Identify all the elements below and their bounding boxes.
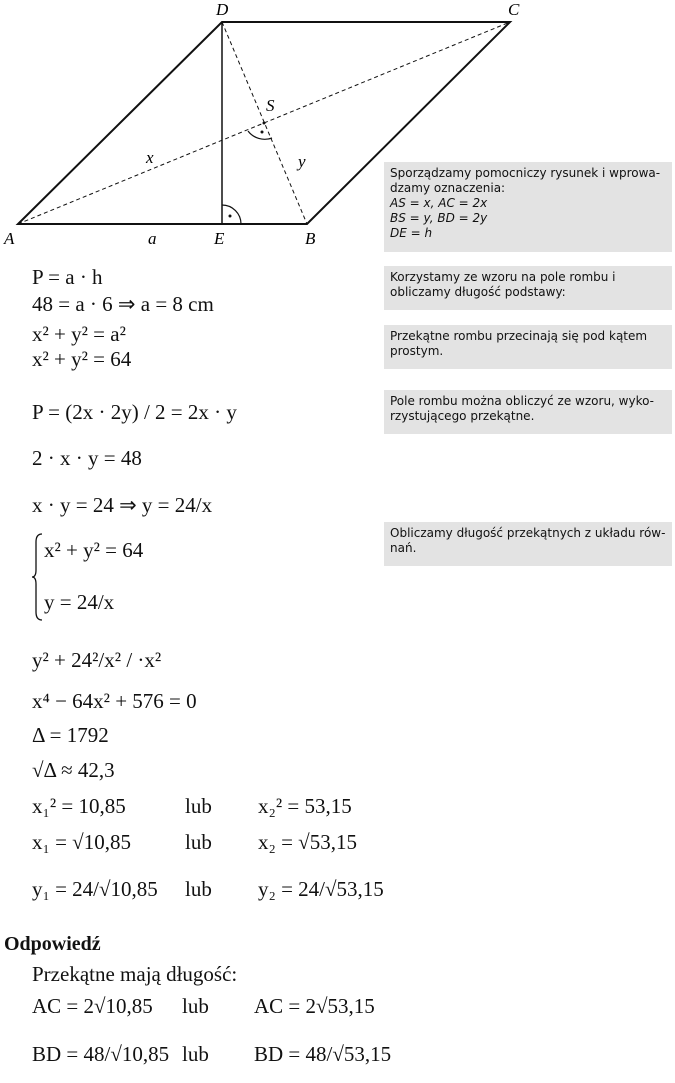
answer-intro: Przekątne mają długość:	[32, 962, 238, 986]
answer-ac-1: AC = 2√10,85	[32, 994, 153, 1018]
note-area-formula: Korzystamy ze wzoru na pole rombu i obliczamy długość podstawy:	[384, 266, 672, 310]
eq-quartic: x⁴ − 64x² + 576 = 0	[32, 689, 197, 713]
note-perpendicular: Przekątne rombu przecinają się pod kątem prostym.	[384, 325, 672, 369]
eq-y2: y₂ = 24/√53,15	[258, 877, 384, 901]
answer-bd-1: BD = 48/√10,85	[32, 1042, 170, 1066]
label-a-vertex: A	[4, 229, 15, 248]
right-angle-e	[222, 205, 241, 224]
answer-bd-2: BD = 48/√53,15	[254, 1042, 392, 1066]
note-drawing-line1: Sporządzamy pomocniczy rysunek i wprowa-	[390, 166, 661, 180]
eq-diagonal-area: P = (2x · 2y) / 2 = 2x · y	[32, 400, 237, 424]
system-brace	[32, 532, 44, 622]
note-drawing-line5: DE = h	[390, 226, 433, 240]
lub-3: lub	[185, 877, 212, 901]
answer-lub-1: lub	[182, 994, 209, 1018]
eq-pythagoras-64: x² + y² = 64	[32, 347, 132, 371]
eq-pythagoras: x² + y² = a²	[32, 322, 126, 346]
eq-x2: x₂ = √53,15	[258, 830, 357, 854]
lub-2: lub	[185, 830, 212, 854]
label-x-segment: x	[146, 148, 154, 167]
answer-lub-2: lub	[182, 1042, 209, 1066]
note-diagonal-area: Pole rombu można obliczyć ze wzoru, wyko-rzystującego przekątne.	[384, 390, 672, 434]
note-drawing	[384, 162, 672, 252]
intersection-s-dot	[263, 122, 266, 125]
eq-sqrt-delta: √Δ ≈ 42,3	[32, 758, 115, 782]
right-angle-s-dot	[261, 131, 264, 134]
eq-product-24: x · y = 24 ⇒ y = 24/x	[32, 493, 213, 517]
eq-system-2: y = 24/x	[44, 590, 115, 614]
eq-base: 48 = a · 6 ⇒ a = 8 cm	[32, 292, 214, 316]
note-drawing-line4: BS = y, BD = 2y	[390, 211, 488, 225]
label-y-segment: y	[298, 152, 306, 171]
eq-system-1: x² + y² = 64	[44, 538, 144, 562]
note-system: Obliczamy długość przekątnych z układu rów-nań.	[384, 522, 672, 566]
answer-ac-2: AC = 2√53,15	[254, 994, 375, 1018]
right-angle-e-dot	[229, 215, 232, 218]
label-b-vertex: B	[305, 229, 316, 248]
note-drawing-line2: dzamy oznaczenia:	[390, 181, 506, 195]
label-c-vertex: C	[508, 0, 520, 19]
label-e-vertex: E	[214, 229, 225, 248]
label-s-vertex: S	[266, 96, 275, 115]
eq-product-48: 2 · x · y = 48	[32, 446, 142, 470]
eq-y1: y₁ = 24/√10,85	[32, 877, 158, 901]
eq-x1: x₁ = √10,85	[32, 830, 131, 854]
eq-area: P = a · h	[32, 265, 103, 289]
label-a-segment: a	[148, 229, 157, 248]
eq-substitution: y² + 24²/x² / ·x²	[32, 648, 162, 672]
lub-1: lub	[185, 794, 212, 818]
note-drawing-line3: AS = x, AC = 2x	[390, 196, 488, 210]
eq-delta: Δ = 1792	[32, 723, 109, 747]
eq-x2-squared: x₂² = 53,15	[258, 794, 352, 818]
answer-heading: Odpowiedź	[4, 933, 101, 955]
eq-x1-squared: x₁² = 10,85	[32, 794, 126, 818]
label-d-vertex: D	[216, 0, 229, 19]
